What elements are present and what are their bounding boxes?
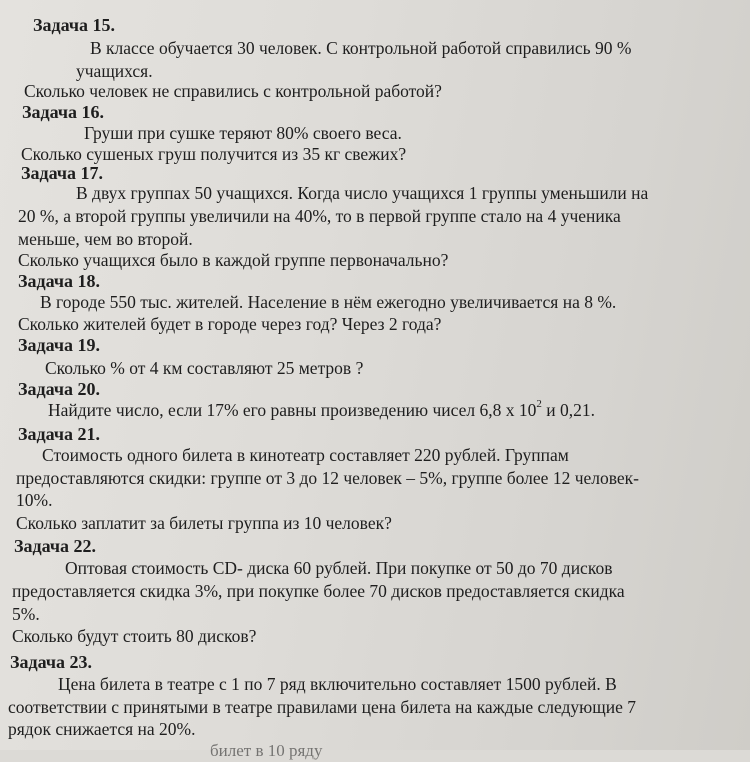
- problem-15-line-2: учащихся.: [76, 61, 153, 81]
- problem-19-title: Задача 19.: [18, 335, 101, 355]
- problem-20-tail: и 0,21.: [541, 400, 596, 420]
- problem-23-title: Задача 23.: [10, 652, 93, 672]
- problem-22-line-3: 5%.: [12, 604, 40, 624]
- problem-17-line-3: меньше, чем во второй.: [18, 229, 193, 249]
- problem-22-line-1: Оптовая стоимость CD- диска 60 рублей. При покупке от 50 до 70 дисков: [65, 558, 613, 578]
- problem-18-line-2: Сколько жителей будет в городе через год? Через 2 года?: [18, 314, 442, 334]
- problem-21-title: Задача 21.: [18, 424, 101, 444]
- problem-21-line-2: предоставляются скидки: группе от 3 до 12 человек – 5%, группе более 12 человек-: [16, 468, 640, 488]
- problem-23-line-4-cropped: билет в 10 ряду: [210, 741, 323, 760]
- problem-20-line-1: [48, 399, 595, 421]
- problem-15-line-3: Сколько человек не справились с контрольной работой?: [24, 81, 442, 101]
- problem-18-line-1: В городе 550 тыс. жителей. Население в нём ежегодно увеличивается на 8 %.: [40, 292, 617, 312]
- problem-17-title: Задача 17.: [21, 163, 104, 183]
- problem-16-line-1: Груши при сушке теряют 80% своего веса.: [84, 123, 402, 143]
- problem-21-line-3: 10%.: [16, 490, 53, 510]
- problem-17-line-2: 20 %, а второй группы увеличили на 40%, то в первой группе стало на 4 ученика: [18, 206, 621, 226]
- problem-19-line-1: Сколько % от 4 км составляют 25 метров ?: [45, 358, 364, 378]
- problem-21-line-1: Стоимость одного билета в кинотеатр составляет 220 рублей. Группам: [42, 445, 569, 465]
- problem-22-line-4: Сколько будут стоить 80 дисков?: [12, 626, 257, 646]
- problem-16-title: Задача 16.: [22, 102, 105, 122]
- problem-15-line-1: В классе обучается 30 человек. С контрольной работой справились 90 %: [90, 38, 632, 58]
- problem-20-title: Задача 20.: [18, 379, 101, 399]
- problem-23-line-1: Цена билета в театре с 1 по 7 ряд включительно составляет 1500 рублей. В: [58, 674, 617, 694]
- problem-23-line-2: соответствии с принятыми в театре правилами цена билета на каждые следующие 7: [8, 697, 636, 717]
- problem-21-line-4: Сколько заплатит за билеты группа из 10 человек?: [16, 513, 392, 533]
- problem-23-line-3: рядок снижается на 20%.: [8, 719, 196, 739]
- problem-22-line-2: предоставляется скидка 3%, при покупке более 70 дисков предоставляется скидка: [12, 581, 625, 601]
- problem-20-text: Найдите число, если 17% его равны произведению чисел 6,8 х 10: [48, 400, 537, 420]
- problem-15-title: Задача 15.: [33, 15, 116, 35]
- problem-17-line-4: Сколько учащихся было в каждой группе первоначально?: [18, 250, 449, 270]
- problem-20-exponent: 2: [536, 398, 542, 411]
- problem-16-line-2: Сколько сушеных груш получится из 35 кг свежих?: [21, 144, 407, 164]
- problem-18-title: Задача 18.: [18, 271, 101, 291]
- problem-17-line-1: В двух группах 50 учащихся. Когда число учащихся 1 группы уменьшили на: [76, 183, 649, 203]
- problem-22-title: Задача 22.: [14, 536, 97, 556]
